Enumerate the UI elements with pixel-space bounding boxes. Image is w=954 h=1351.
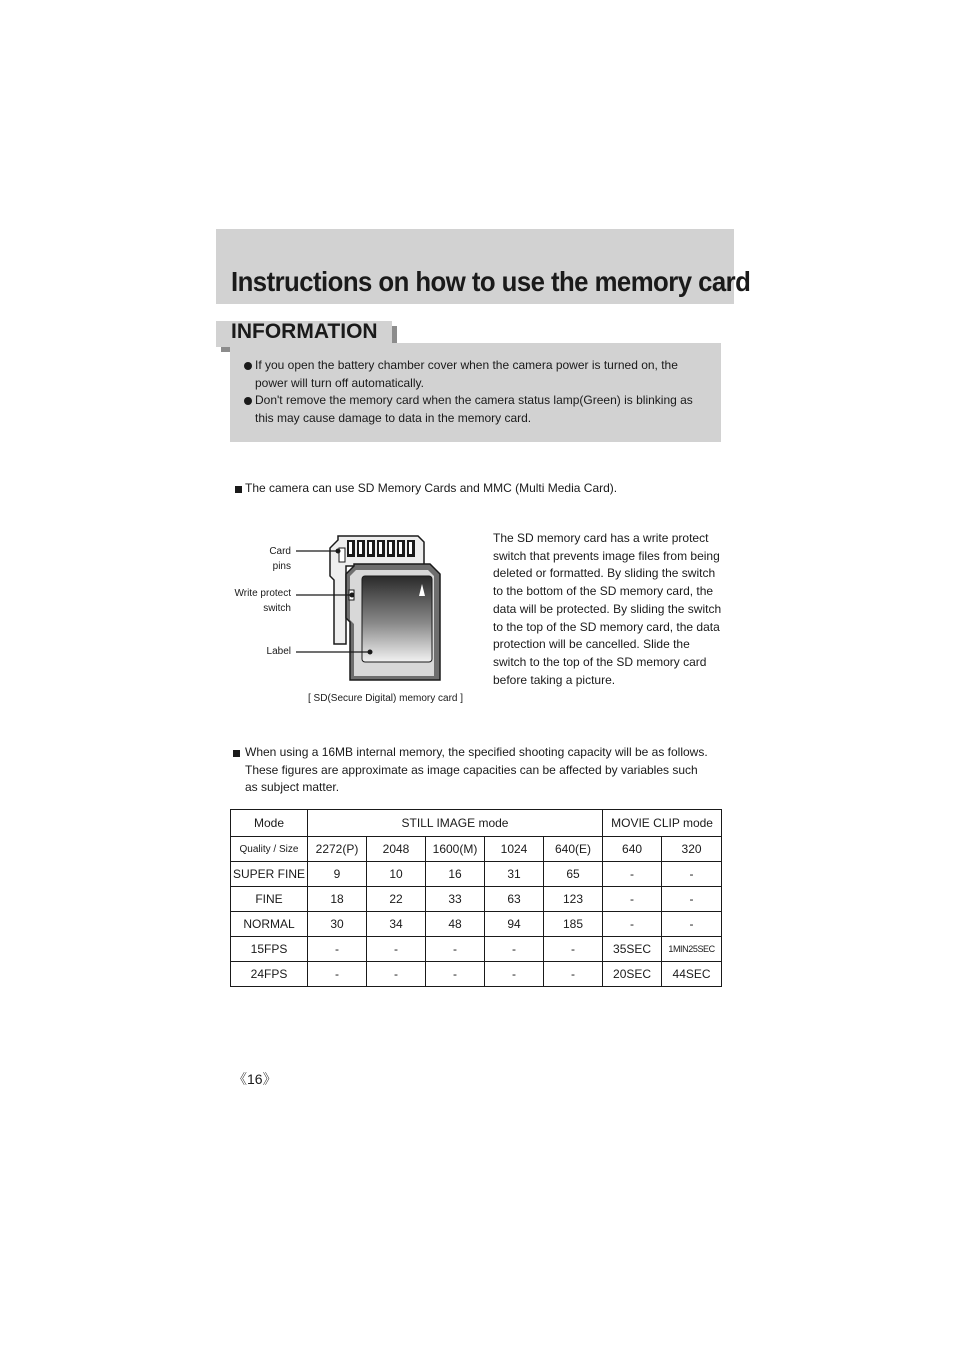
page-title: Instructions on how to use the memory card bbox=[231, 266, 751, 297]
table-header-row bbox=[231, 810, 722, 837]
information-item: Don't remove the memory card when the camera status lamp(Green) is blinking as this may cause damage to data in the memory card. bbox=[244, 392, 704, 427]
table-cell: 94 bbox=[485, 912, 544, 937]
table-cell: - bbox=[367, 962, 426, 987]
table-row bbox=[231, 862, 722, 887]
mode-header: Mode bbox=[231, 810, 308, 837]
table-cell: - bbox=[426, 962, 485, 987]
table-cell: 320 bbox=[662, 837, 722, 862]
table-cell: - bbox=[308, 937, 367, 962]
table-row bbox=[231, 912, 722, 937]
table-cell: 44SEC bbox=[662, 962, 722, 987]
table-cell: 2048 bbox=[367, 837, 426, 862]
card-pins-label: Card pins bbox=[269, 546, 291, 572]
row-label: FINE bbox=[231, 887, 308, 912]
table-cell: 35SEC bbox=[603, 937, 662, 962]
table-cell: - bbox=[544, 937, 603, 962]
table-cell: - bbox=[426, 937, 485, 962]
table-cell: 31 bbox=[485, 862, 544, 887]
table-cell: 1024 bbox=[485, 837, 544, 862]
information-item: If you open the battery chamber cover when the camera power is turned on, the power will turn off automatically. bbox=[244, 357, 704, 392]
table-cell: 640(E) bbox=[544, 837, 603, 862]
movie-clip-header: MOVIE CLIP mode bbox=[603, 810, 722, 837]
table-cell: 34 bbox=[367, 912, 426, 937]
table-row bbox=[231, 837, 722, 862]
table-cell: - bbox=[308, 962, 367, 987]
note-sd-support: The camera can use SD Memory Cards and MMC (Multi Media Card). bbox=[235, 480, 715, 498]
table-cell: - bbox=[662, 862, 722, 887]
row-label: 15FPS bbox=[231, 937, 308, 962]
table-cell: 18 bbox=[308, 887, 367, 912]
information-label: INFORMATION bbox=[231, 320, 378, 343]
table-row bbox=[231, 962, 722, 987]
table-cell: 30 bbox=[308, 912, 367, 937]
square-bullet-icon bbox=[235, 486, 242, 493]
note-capacity: When using a 16MB internal memory, the specified shooting capacity will be as follows. These figures are approximate as image capacities can be affected by variables such as subject matter. bbox=[233, 744, 708, 797]
table-cell: - bbox=[662, 887, 722, 912]
table-cell: 65 bbox=[544, 862, 603, 887]
table-cell: 9 bbox=[308, 862, 367, 887]
table-cell: - bbox=[485, 962, 544, 987]
table-cell: - bbox=[603, 862, 662, 887]
table-cell: 33 bbox=[426, 887, 485, 912]
page-number: 《16》 bbox=[233, 1071, 277, 1087]
table-cell: 22 bbox=[367, 887, 426, 912]
row-label: 24FPS bbox=[231, 962, 308, 987]
table-cell: 640 bbox=[603, 837, 662, 862]
table-cell: 185 bbox=[544, 912, 603, 937]
capacity-table bbox=[230, 809, 722, 987]
table-cell: 1MIN25SEC bbox=[662, 937, 722, 962]
still-image-header: STILL IMAGE mode bbox=[308, 810, 603, 837]
sd-card-diagram bbox=[230, 530, 470, 695]
table-cell: - bbox=[485, 937, 544, 962]
table-cell: - bbox=[544, 962, 603, 987]
table-cell: 1600(M) bbox=[426, 837, 485, 862]
square-bullet-icon bbox=[233, 750, 240, 757]
table-cell: - bbox=[603, 887, 662, 912]
table-cell: 63 bbox=[485, 887, 544, 912]
row-label: NORMAL bbox=[231, 912, 308, 937]
table-cell: 48 bbox=[426, 912, 485, 937]
table-cell: - bbox=[367, 937, 426, 962]
table-row bbox=[231, 887, 722, 912]
table-cell: 16 bbox=[426, 862, 485, 887]
table-cell: 123 bbox=[544, 887, 603, 912]
table-cell: - bbox=[662, 912, 722, 937]
table-cell: 10 bbox=[367, 862, 426, 887]
quality-size-header: Quality / Size bbox=[231, 837, 308, 862]
table-cell: 2272(P) bbox=[308, 837, 367, 862]
bullet-icon bbox=[244, 397, 252, 405]
write-protect-label: Write protect switch bbox=[234, 588, 291, 614]
table-cell: - bbox=[603, 912, 662, 937]
row-label: SUPER FINE bbox=[231, 862, 308, 887]
sd-card-description: The SD memory card has a write protect switch that prevents image files from being deleted or formatted. By sliding the switch to the bottom of the SD memory card, the data will be protected. By sliding the switch to the top of the SD memory card, the data protection will be cancelled. Slide the switch to the top of the SD memory card before taking a picture. bbox=[493, 531, 722, 687]
bullet-icon bbox=[244, 362, 252, 370]
label-label: Label bbox=[266, 646, 291, 657]
table-row bbox=[231, 937, 722, 962]
diagram-caption: [ SD(Secure Digital) memory card ] bbox=[308, 693, 464, 704]
table-cell: 20SEC bbox=[603, 962, 662, 987]
